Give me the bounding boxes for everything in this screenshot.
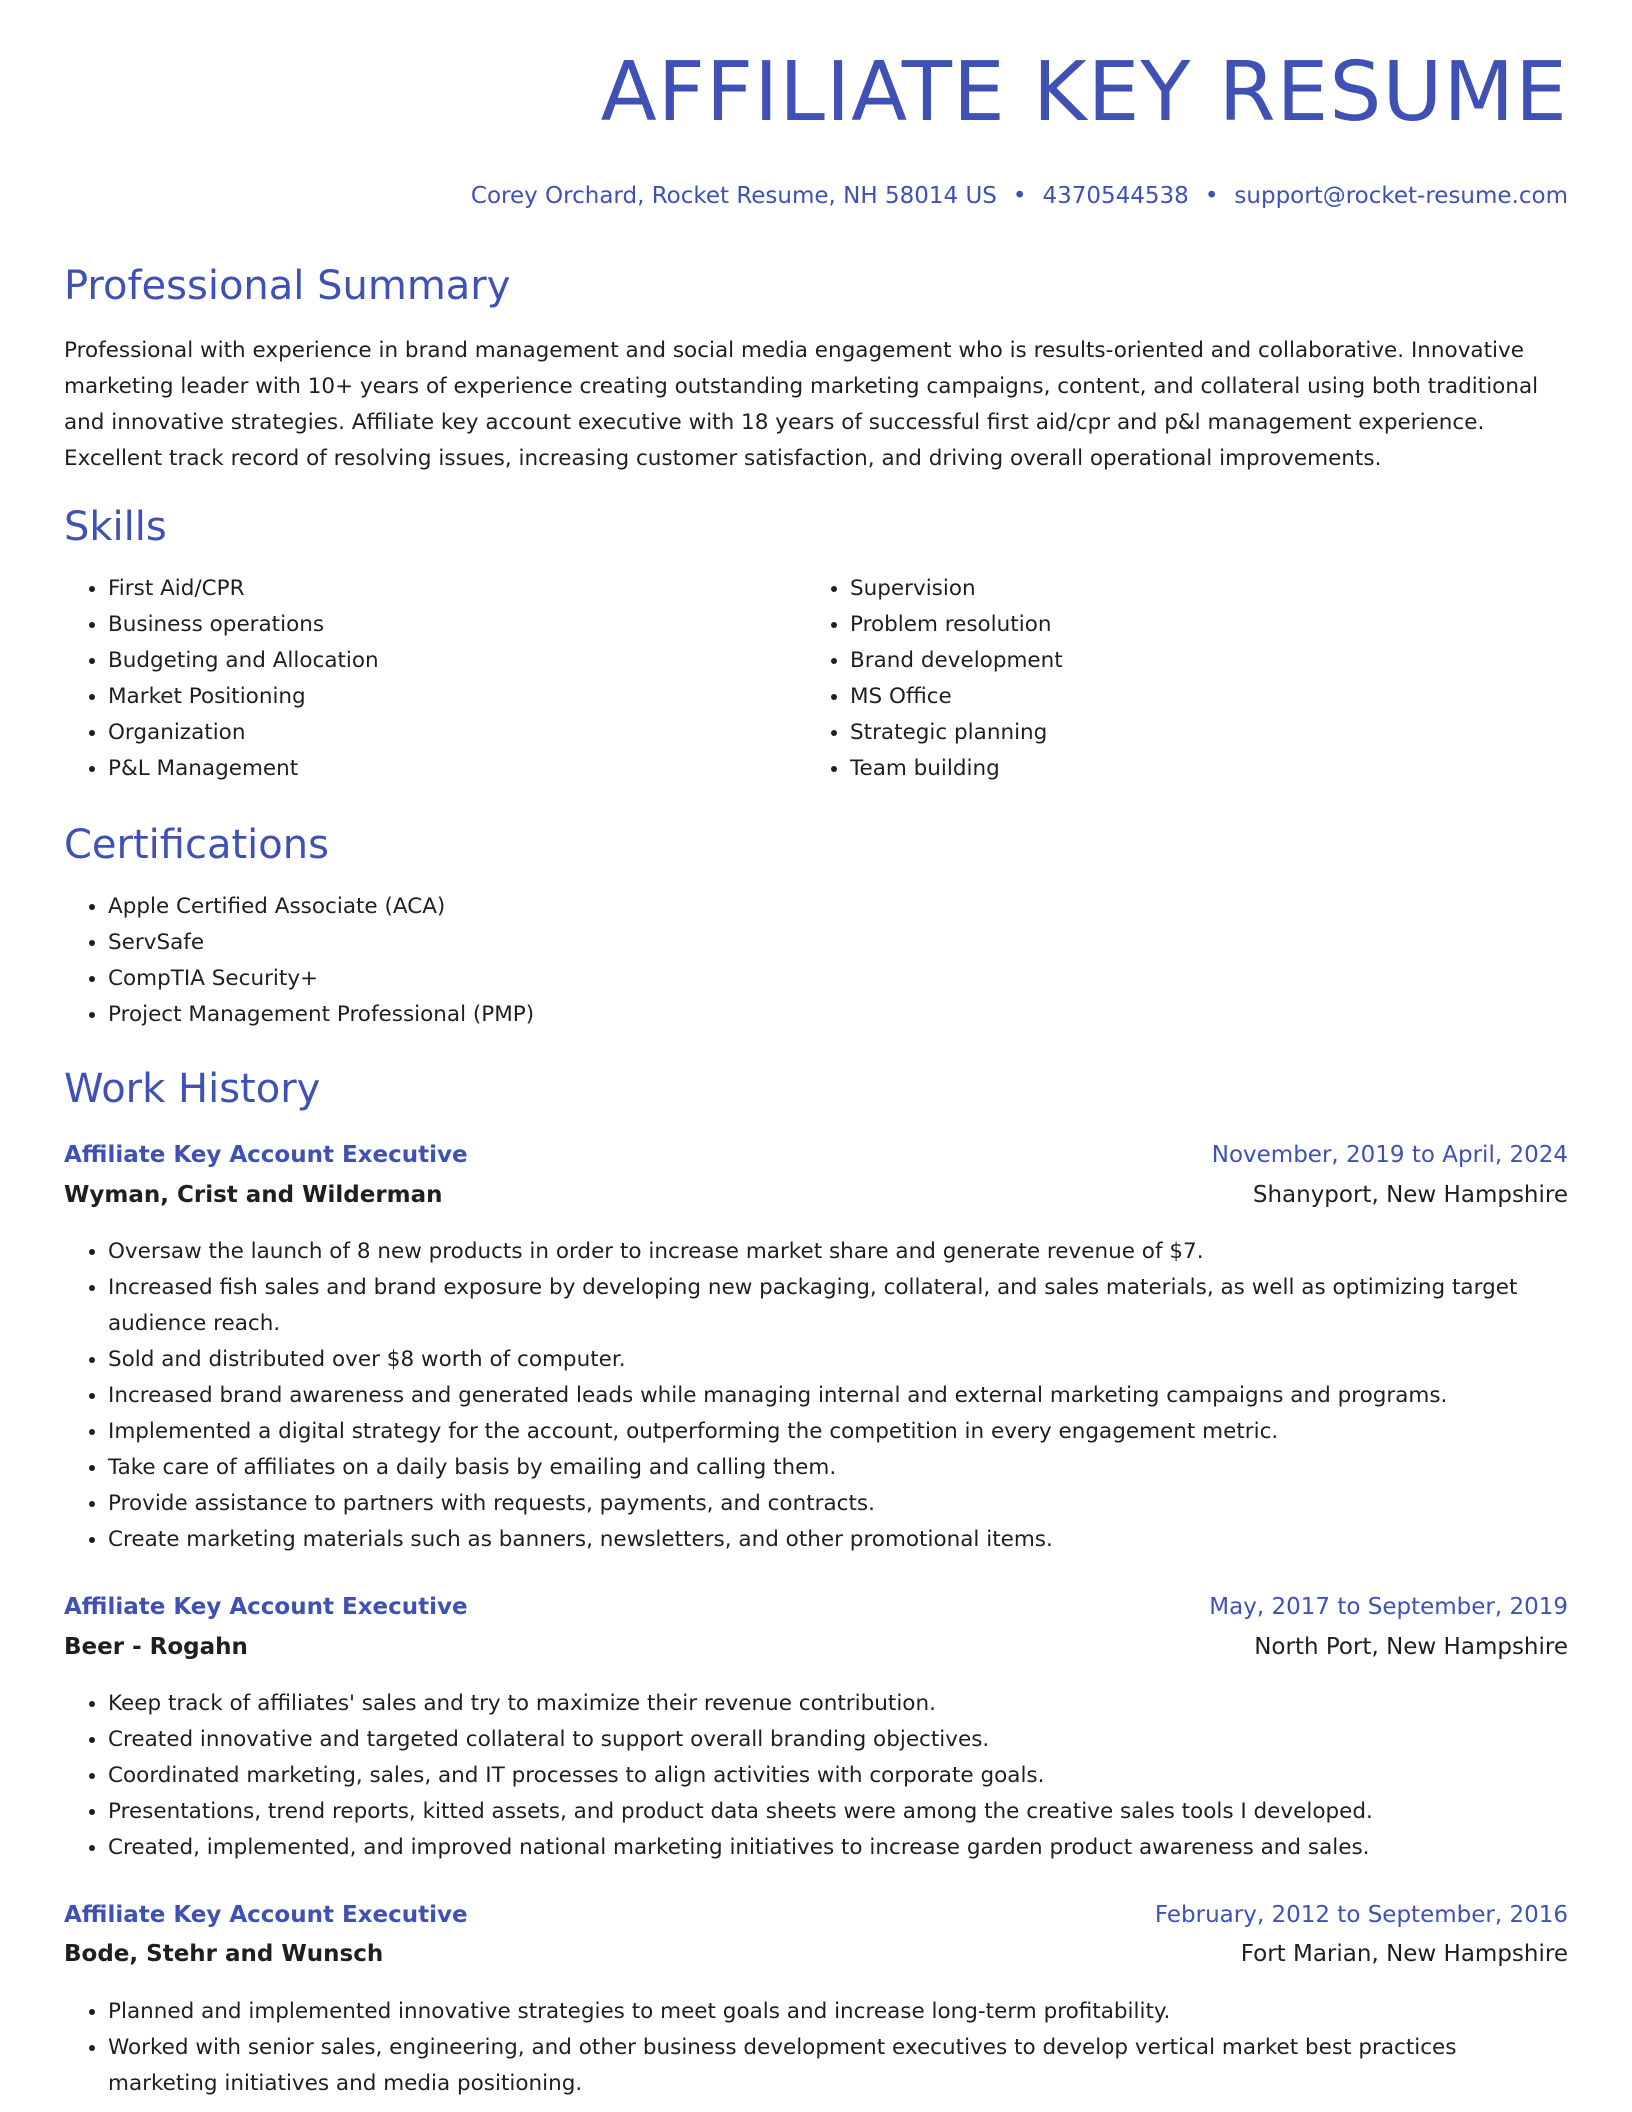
summary-heading: Professional Summary (64, 263, 511, 309)
job-header (64, 1902, 1568, 1938)
job-bullet: • Worked with senior sales, engineering, and other business development executives to develop vertical market best practices marketing initiatives and media positioning. (108, 2030, 1568, 2102)
job-bullet: • Presentations, trend reports, kitted assets, and product data sheets were among the creative sales tools I developed. (108, 1794, 1568, 1830)
skills-heading: Skills (64, 504, 167, 550)
job-subheader (64, 1941, 1568, 1977)
job-location: North Port, New Hampshire (1254, 1634, 1568, 1660)
job-subheader (64, 1182, 1568, 1218)
skill-item: • Problem resolution (850, 607, 1550, 643)
job-bullet: • Keep track of affiliates' sales and try to maximize their revenue contribution. (108, 1686, 1568, 1722)
job-location: Fort Marian, New Hampshire (1240, 1941, 1568, 1967)
job-company: Wyman, Crist and Wilderman (64, 1182, 443, 1208)
job-bullets (64, 1994, 1568, 2102)
skill-item: • First Aid/CPR (108, 571, 798, 607)
job-subheader (64, 1634, 1568, 1670)
job-bullets (64, 1234, 1568, 1558)
skill-item: • Supervision (850, 571, 1550, 607)
job-bullet: • Planned and implemented innovative strategies to meet goals and increase long-term profitability. (108, 1994, 1568, 2030)
job-company: Beer - Rogahn (64, 1634, 248, 1660)
skill-item: • P&L Management (108, 751, 798, 787)
job-bullet: • Create marketing materials such as banners, newsletters, and other promotional items. (108, 1522, 1568, 1558)
job-bullet: • Implemented a digital strategy for the account, outperforming the competition in every engagement metric. (108, 1414, 1568, 1450)
job-bullets (64, 1686, 1568, 1866)
job-dates: November, 2019 to April, 2024 (1211, 1142, 1568, 1168)
certification-item: • Apple Certified Associate (ACA) (108, 889, 1568, 925)
contact-phone[interactable]: 4370544538 (1042, 183, 1189, 209)
job-bullet: • Take care of affiliates on a daily basis by emailing and calling them. (108, 1450, 1568, 1486)
job-bullet: • Increased brand awareness and generated leads while managing internal and external marketing campaigns and programs. (108, 1378, 1568, 1414)
job-header (64, 1142, 1568, 1178)
job-dates: February, 2012 to September, 2016 (1154, 1902, 1568, 1928)
job-title: Affiliate Key Account Executive (64, 1902, 468, 1928)
job-title: Affiliate Key Account Executive (64, 1594, 468, 1620)
skills-list-right (806, 571, 1550, 787)
skill-item: • Market Positioning (108, 679, 798, 715)
job-bullet: • Created innovative and targeted collateral to support overall branding objectives. (108, 1722, 1568, 1758)
certification-item: • CompTIA Security+ (108, 961, 1568, 997)
certifications-list (64, 889, 1568, 1033)
job-bullet: • Oversaw the launch of 8 new products in order to increase market share and generate revenue of $7. (108, 1234, 1568, 1270)
contact-email[interactable]: support@rocket-resume.com (1234, 183, 1568, 209)
job-location: Shanyport, New Hampshire (1252, 1182, 1568, 1208)
skills-list-left (64, 571, 798, 787)
certification-item: • Project Management Professional (PMP) (108, 997, 1568, 1033)
job-title: Affiliate Key Account Executive (64, 1142, 468, 1168)
skill-item: • MS Office (850, 679, 1550, 715)
skill-item: • Team building (850, 751, 1550, 787)
job-bullet: • Sold and distributed over $8 worth of computer. (108, 1342, 1568, 1378)
skill-item: • Organization (108, 715, 798, 751)
contact-address: Corey Orchard, Rocket Resume, NH 58014 US (470, 183, 997, 209)
job-header (64, 1594, 1568, 1630)
job-bullet: • Created, implemented, and improved national marketing initiatives to increase garden product awareness and sales. (108, 1830, 1568, 1866)
certification-item: • ServSafe (108, 925, 1568, 961)
job-company: Bode, Stehr and Wunsch (64, 1941, 384, 1967)
job-bullet: • Coordinated marketing, sales, and IT processes to align activities with corporate goals. (108, 1758, 1568, 1794)
skill-item: • Business operations (108, 607, 798, 643)
contact-separator: • (1204, 183, 1219, 209)
contact-line (471, 183, 1568, 211)
contact-separator: • (1012, 183, 1027, 209)
work-history-heading: Work History (64, 1066, 321, 1112)
skill-item: • Budgeting and Allocation (108, 643, 798, 679)
skill-item: • Strategic planning (850, 715, 1550, 751)
certifications-heading: Certifications (64, 822, 329, 868)
resume-title: AFFILIATE KEY RESUME (600, 45, 1568, 140)
job-bullet: • Increased fish sales and brand exposure by developing new packaging, collateral, and sales materials, as well as optimizing target audience reach. (108, 1270, 1568, 1342)
job-bullet: • Provide assistance to partners with requests, payments, and contracts. (108, 1486, 1568, 1522)
skill-item: • Brand development (850, 643, 1550, 679)
job-dates: May, 2017 to September, 2019 (1209, 1594, 1568, 1620)
summary-text: Professional with experience in brand management and social media engagement who is results-oriented and collaborative. Innovative marketing leader with 10+ years of experience creating outstanding marketing campaigns, content, and collateral using both traditional and innovative strategies. Affiliate key account executive with 18 years of successful first aid/cpr and p&l management experience. Excellent track record of resolving issues, increasing customer satisfaction, and driving overall operational improvements. (64, 338, 1539, 471)
